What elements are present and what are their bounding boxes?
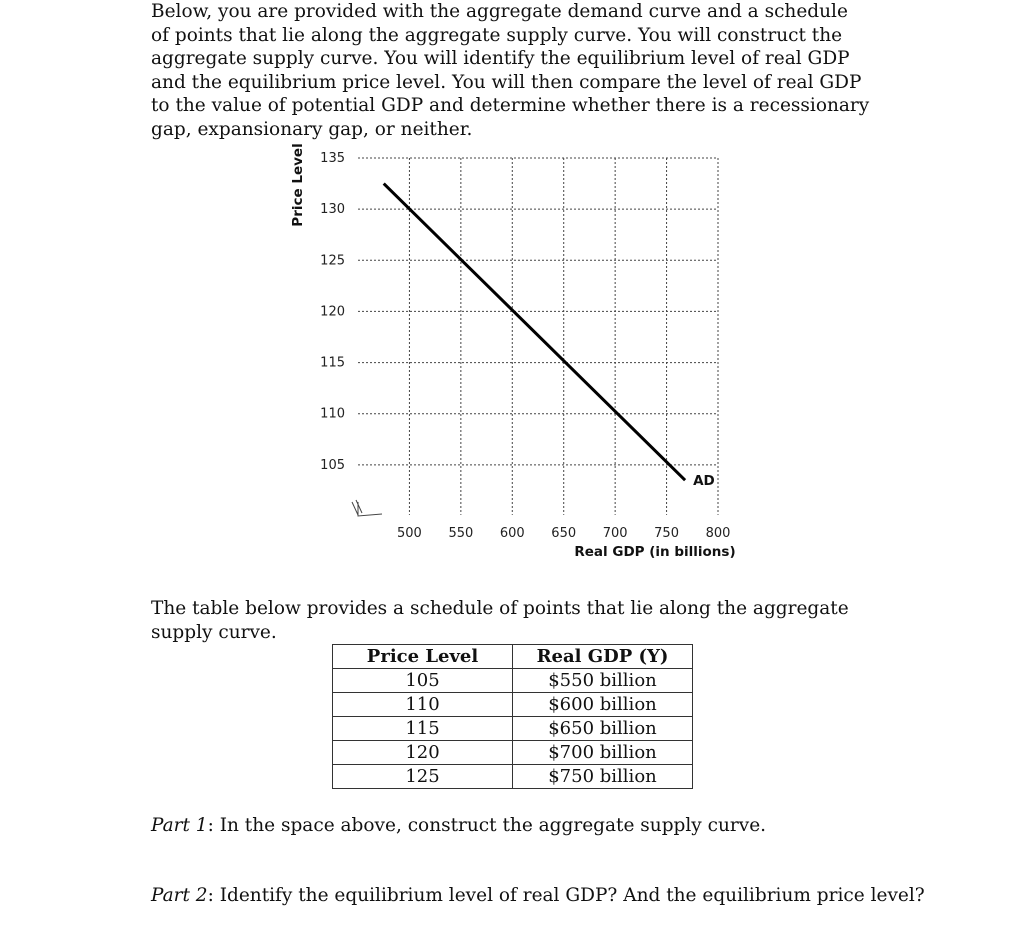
x-tick-label: 500 — [397, 526, 422, 541]
ad-chart — [280, 140, 740, 570]
cell-real-gdp: $700 billion — [513, 741, 693, 765]
ad-curve-line — [384, 184, 685, 481]
y-tick-label: 130 — [320, 202, 345, 218]
y-tick-label: 120 — [320, 304, 345, 320]
x-tick-label: 700 — [602, 526, 628, 541]
x-tick-label: 750 — [654, 526, 679, 541]
as-schedule-table — [332, 644, 693, 789]
axis-break — [352, 502, 358, 515]
x-tick-label: 600 — [499, 526, 525, 541]
x-axis-title: Real GDP (in billions) — [574, 544, 736, 560]
cell-real-gdp: $600 billion — [513, 693, 693, 717]
ad-curve-label: AD — [693, 473, 715, 490]
x-tick-label: 650 — [551, 526, 577, 541]
cell-price-level: 125 — [333, 765, 513, 789]
table-row — [333, 693, 693, 717]
table-row — [333, 765, 693, 789]
y-tick-label: 115 — [320, 355, 345, 371]
part-1-text: : In the space above, construct the aggregate supply curve. — [207, 815, 767, 836]
cell-real-gdp: $750 billion — [513, 765, 693, 789]
part-2-label: Part 2 — [151, 885, 208, 906]
cell-real-gdp: $650 billion — [513, 717, 693, 741]
axis-corner — [358, 502, 382, 516]
cell-price-level: 110 — [333, 693, 513, 717]
cell-real-gdp: $550 billion — [513, 669, 693, 693]
y-tick-label: 125 — [320, 253, 345, 269]
chart-series — [384, 184, 715, 490]
table-row — [333, 741, 693, 765]
table-row — [333, 669, 693, 693]
x-tick-labels — [397, 526, 730, 541]
cell-price-level: 105 — [333, 669, 513, 693]
chart-axes — [352, 500, 382, 516]
y-tick-labels — [320, 151, 345, 473]
part-2-prompt — [151, 885, 925, 906]
part-1-prompt — [151, 815, 766, 836]
col-header-real-gdp: Real GDP (Y) — [513, 645, 693, 669]
part-1-label: Part 1 — [151, 815, 208, 836]
cell-price-level: 115 — [333, 717, 513, 741]
cell-price-level: 120 — [333, 741, 513, 765]
y-tick-label: 110 — [320, 406, 345, 422]
col-header-price-level: Price Level — [333, 645, 513, 669]
table-row — [333, 717, 693, 741]
table-intro: The table below provides a schedule of points that lie along the aggregate supply curve. — [151, 598, 849, 643]
table-header-row — [333, 645, 693, 669]
y-tick-label: 135 — [320, 151, 345, 166]
y-tick-label: 105 — [320, 457, 345, 473]
x-tick-label: 800 — [705, 526, 731, 541]
intro-paragraph: Below, you are provided with the aggregate demand curve and a schedule of points that lie along the aggregate supply curve. You will construct the aggregate supply curve. You will identify the equilibrium level of real GDP and the equilibrium price level. You will then compare the level of real GDP to the value of potential GDP and determine whether there is a recessionary gap, expansionary gap, or neither. — [151, 1, 870, 140]
x-tick-label: 550 — [448, 526, 474, 541]
axis-break — [356, 500, 362, 513]
part-2-text: : Identify the equilibrium level of real GDP? And the equilibrium price level? — [207, 885, 925, 906]
y-axis-title: Price Level — [290, 143, 306, 227]
